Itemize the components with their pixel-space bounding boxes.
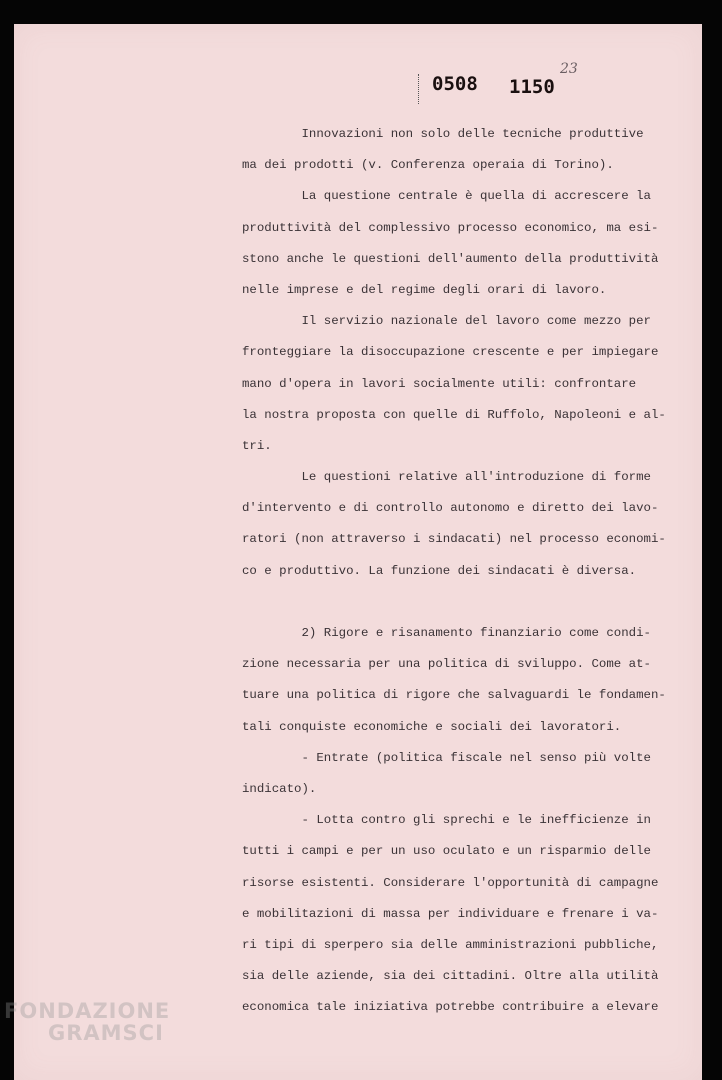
paragraph-gap <box>242 587 642 618</box>
stamp-divider <box>418 74 420 104</box>
watermark-line-1: FONDAZIONE <box>4 999 171 1023</box>
text-line: co e produttivo. La funzione dei sindacati è diversa. <box>242 563 637 578</box>
text-line: tali conquiste economiche e sociali dei lavoratori. <box>242 719 622 734</box>
text-line: sia delle aziende, sia dei cittadini. Oltre alla utilità <box>242 969 659 984</box>
document-body <box>242 119 666 1023</box>
text-line: 2) Rigore e risanamento finanziario come condi- <box>242 626 651 640</box>
text-line: ma dei prodotti (v. Conferenza operaia di Torino). <box>242 158 614 173</box>
text-line: mano d'opera in lavori socialmente utili: confrontare <box>242 376 637 391</box>
text-line: economica tale iniziativa potrebbe contribuire a elevare <box>242 1000 659 1015</box>
text-line: la nostra proposta con quelle di Ruffolo, Napoleoni e al- <box>242 407 666 422</box>
archive-number-primary: 0508 <box>432 73 478 95</box>
text-line: stono anche le questioni dell'aumento della produttività <box>242 251 659 266</box>
text-line: nelle imprese e del regime degli orari di lavoro. <box>242 282 607 297</box>
text-line: tri. <box>242 438 272 453</box>
fondazione-gramsci-watermark <box>4 1000 170 1044</box>
text-line: fronteggiare la disoccupazione crescente e per impiegare <box>242 345 659 360</box>
text-line: e mobilitazioni di massa per individuare e frenare i va- <box>242 906 659 921</box>
text-line: tutti i campi e per un uso oculato e un risparmio delle <box>242 844 651 859</box>
document-page <box>14 24 702 1080</box>
archive-number-secondary: 1150 <box>509 76 555 98</box>
text-line: ratori (non attraverso i sindacati) nel processo economi- <box>242 532 666 547</box>
text-line: risorse esistenti. Considerare l'opportunità di campagne <box>242 875 659 890</box>
text-line: Il servizio nazionale del lavoro come mezzo per <box>242 314 651 329</box>
handwritten-page-number: 23 <box>560 61 578 77</box>
text-line: Le questioni relative all'introduzione di forme <box>242 470 651 485</box>
text-line: ri tipi di sperpero sia delle amministrazioni pubbliche, <box>242 937 659 952</box>
watermark-line-2: GRAMSCI <box>48 1021 164 1045</box>
text-line: zione necessaria per una politica di sviluppo. Come at- <box>242 657 651 672</box>
text-line: d'intervento e di controllo autonomo e diretto dei lavo- <box>242 501 659 516</box>
text-line: Innovazioni non solo delle tecniche produttive <box>242 127 644 141</box>
text-line: tuare una politica di rigore che salvaguardi le fondamen- <box>242 688 666 703</box>
text-line: La questione centrale è quella di accrescere la <box>242 189 651 204</box>
text-line: produttività del complessivo processo economico, ma esi- <box>242 220 659 235</box>
text-line: indicato). <box>242 781 317 796</box>
text-line: - Entrate (politica fiscale nel senso più volte <box>242 750 651 765</box>
text-line: - Lotta contro gli sprechi e le inefficienze in <box>242 813 651 828</box>
